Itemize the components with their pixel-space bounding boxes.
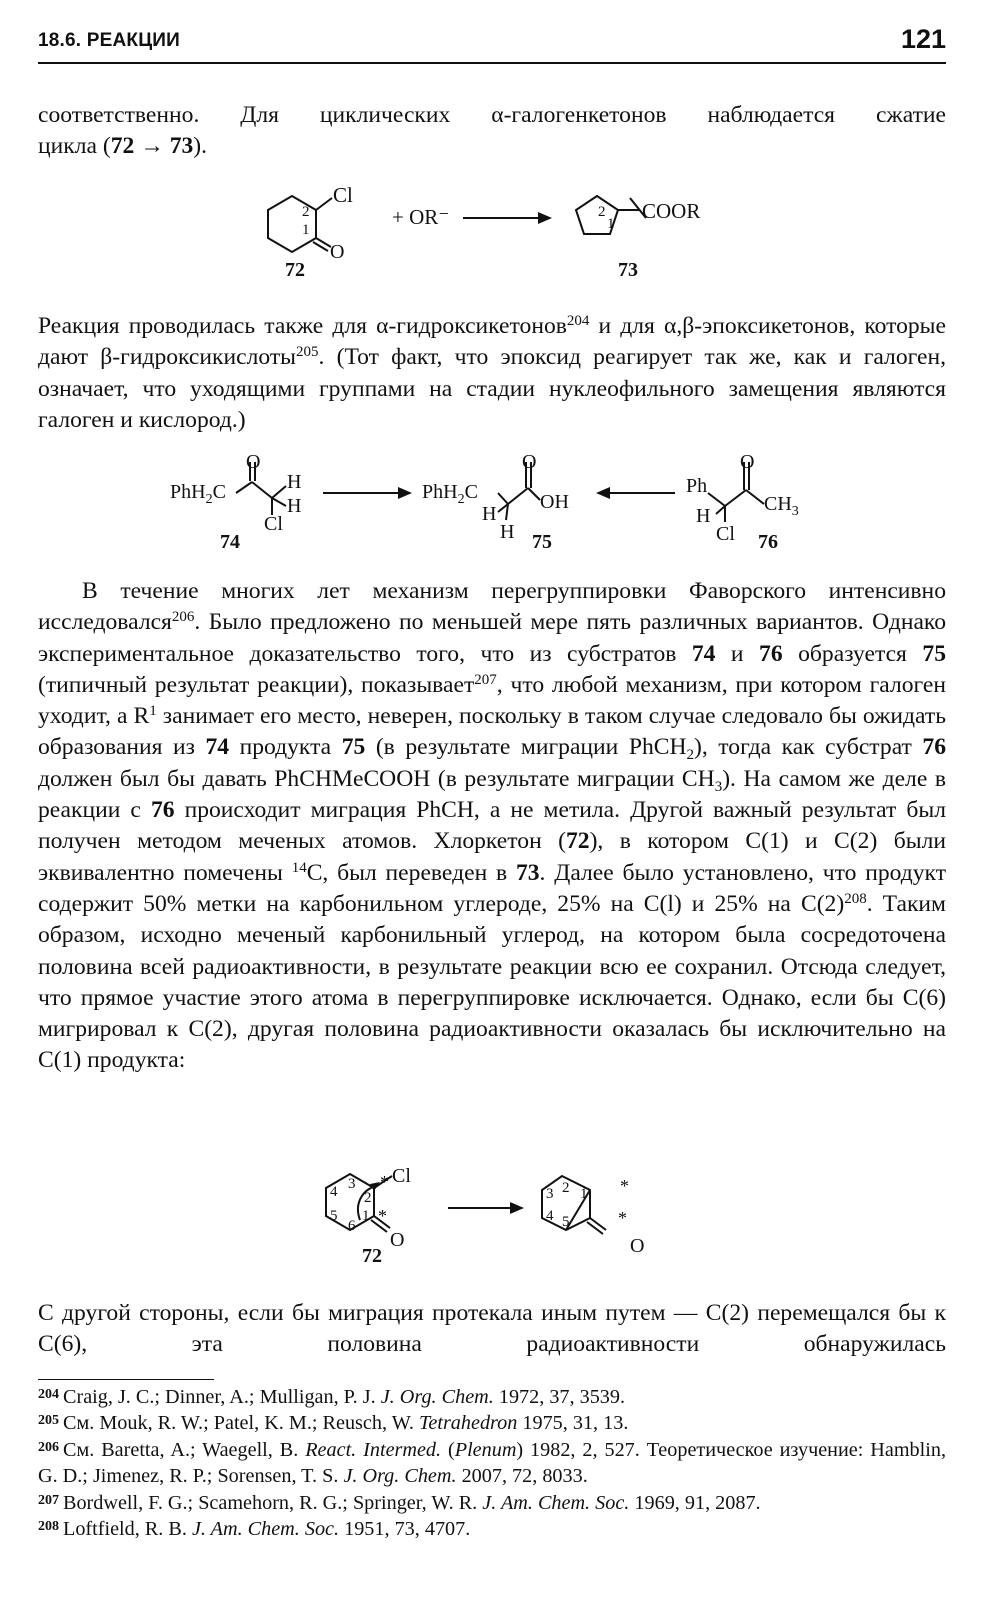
compound-ref: 76	[150, 797, 175, 824]
p3-text: В течение многих лет механизм перегруппировки Фаворского интенсивно исследовался	[38, 578, 946, 636]
svg-text:1: 1	[607, 216, 615, 232]
p3-text: ), в котором C(1) и C(2) были эквивалентно помечены	[38, 828, 946, 886]
svg-text:2: 2	[364, 1190, 372, 1206]
label-73: 73	[618, 259, 638, 281]
p3-text: продукта	[229, 734, 342, 761]
reaction-arrow-2	[398, 487, 412, 499]
svg-text:OH: OH	[540, 491, 569, 513]
paragraph-1	[38, 100, 946, 163]
svg-text:Cl: Cl	[392, 1165, 411, 1187]
svg-text:H: H	[482, 503, 497, 525]
paragraph-4	[38, 1298, 946, 1361]
running-header	[38, 22, 946, 64]
svg-text:O: O	[330, 241, 345, 263]
p2-text-a: Реакция проводилась также для α-гидроксикетонов	[38, 313, 567, 339]
p3-text: . Далее было установлено, что продукт содержит 50% метки на карбонильном углероде, 25% на C(l) и 25% на C(2)	[38, 859, 947, 917]
compound-ref: 75	[922, 640, 946, 667]
footnote-rule	[38, 1379, 214, 1380]
p3-text: происходит миграция PhCH, а не метила. Другой важный результат был получен методом меченых атомов. Хлоркетон (	[38, 797, 946, 855]
compound-ref: 76	[759, 640, 783, 667]
p3-text: и	[715, 640, 760, 667]
svg-text:Ph: Ph	[686, 475, 708, 497]
p1-compound-refs: 72 → 73	[110, 133, 194, 160]
p3-text: . Было предложено по меньшей мере пять различных вариантов. Однако экспериментальное доказательство того, что из субстратов	[38, 609, 946, 667]
compound-ref: 74	[205, 734, 230, 761]
p1-text-end: ).	[193, 133, 208, 160]
ref-206[interactable]: 206	[171, 609, 195, 626]
svg-text:O: O	[740, 451, 755, 473]
paragraph-3	[38, 576, 946, 1077]
p3-text: (в результате миграции PhCH	[365, 734, 687, 761]
p3-text: занимает его место, неверен, поскольку в таком случае следовало бы ожидать образования из	[38, 703, 946, 761]
reaction-arrow-1	[538, 212, 552, 224]
section-title: 18.6. РЕАКЦИИ	[38, 30, 180, 51]
svg-text:5: 5	[330, 1208, 338, 1224]
p2-text-c: . (Тот факт, что эпоксид реагирует так же, как и галоген, означает, что уходящими группами на стадии нуклеофильного замещения являются галоген и кислород.)	[38, 344, 946, 433]
p1-text: цикла (	[38, 133, 111, 160]
label-76: 76	[758, 531, 778, 553]
p3-text: , что любой механизм, при котором галоген уходит, а R	[38, 671, 946, 730]
p2-text-b: и для α,β-эпоксикетонов, которые дают β-гидроксикислоты	[38, 313, 946, 371]
label-75: 75	[532, 531, 552, 553]
svg-text:COOR: COOR	[642, 199, 701, 223]
p3-text: (типичный результат реакции), показывает	[38, 671, 475, 698]
svg-text:3: 3	[348, 1176, 356, 1192]
label-72: 72	[285, 259, 305, 281]
compound-ref: 76	[922, 734, 946, 761]
svg-text:2: 2	[302, 204, 310, 220]
svg-text:O: O	[246, 451, 261, 473]
label-72b: 72	[362, 1245, 382, 1267]
p3-text: C, был переведен в	[306, 859, 516, 886]
svg-text:1: 1	[580, 1186, 588, 1202]
svg-text:PhH2C: PhH$_2$C	[422, 481, 478, 507]
superscript: 1	[149, 703, 157, 720]
p3-text: образуется	[782, 640, 923, 667]
svg-text:*: *	[620, 1176, 629, 1196]
svg-text:O: O	[522, 451, 537, 473]
svg-text:O: O	[630, 1235, 645, 1257]
svg-text:4: 4	[330, 1184, 338, 1200]
ref-208[interactable]: 208	[844, 890, 867, 907]
svg-text:H: H	[287, 495, 302, 517]
svg-text:Cl: Cl	[716, 523, 735, 545]
compound-ref: 72	[565, 828, 590, 855]
svg-text:H: H	[287, 471, 302, 493]
ref-205[interactable]: 205	[296, 344, 319, 361]
svg-text:*: *	[618, 1208, 627, 1228]
compound-ref: 73	[515, 859, 540, 886]
scheme-72-to-73	[230, 178, 710, 288]
subscript: 2	[686, 747, 695, 764]
footnote-204: $^{204}$ Craig, J. C.; Dinner, A.; Mulligan, P. J. J. Org. Chem. 1972, 37, 3539.	[38, 1386, 626, 1408]
svg-text:3: 3	[546, 1186, 554, 1202]
p3-text: ). На самом же деле в реакции с	[38, 765, 946, 824]
compound-ref: 75	[341, 734, 366, 761]
compound-ref: 74	[691, 640, 716, 667]
reaction-arrow-3	[596, 487, 610, 499]
p4-text: С другой стороны, если бы миграция протекала иным путем — C(2) перемещался бы к C(6), эта половина радиоактивности обнаружилась	[38, 1300, 946, 1358]
footnote-205: $^{205}$ См. Mouk, R. W.; Patel, K. M.; Reusch, W. Tetrahedron 1975, 31, 13.	[38, 1412, 629, 1435]
label-74: 74	[220, 531, 240, 553]
svg-text:4: 4	[546, 1208, 554, 1224]
footnotes	[38, 1384, 946, 1542]
svg-text:+ OR⁻: + OR⁻	[392, 205, 450, 229]
superscript: 14	[291, 859, 307, 876]
svg-text:Cl: Cl	[264, 513, 283, 535]
subscript: 3	[714, 778, 723, 795]
scheme-74-75-76	[160, 448, 840, 558]
svg-text:O: O	[390, 1229, 405, 1251]
scheme-migration	[300, 1160, 680, 1272]
svg-text:1: 1	[302, 222, 310, 238]
footnote-208: $^{208}$ Loftfield, R. B. J. Am. Chem. Soc. 1951, 73, 4707.	[38, 1518, 471, 1541]
ref-204[interactable]: 204	[566, 313, 590, 329]
p3-text: . Таким образом, исходно меченый карбонильный углерод, на котором была сосредоточена половина всей радиоактивности, в результате реакции всю ее сохранил. Отсюда следует, что прямое участие этого атома в перегруппировке исключается. Однако, если бы C(6) мигрировал к C(2), другая половина радиоактивности оказалась бы исключительно на C(1) продукта:	[38, 890, 946, 1074]
ref-207[interactable]: 207	[474, 671, 497, 688]
svg-text:2: 2	[598, 204, 606, 220]
svg-text:Cl: Cl	[333, 183, 353, 207]
paragraph-2	[38, 311, 946, 436]
svg-text:H: H	[500, 521, 515, 543]
p1-line1: соответственно. Для циклических α-галогенкетонов наблюдается сжатие	[38, 102, 946, 128]
svg-text:H: H	[696, 505, 711, 527]
svg-text:CH3: $CH_3$	[764, 493, 799, 519]
svg-text:PhH2C: PhH$_2$C	[170, 481, 226, 507]
svg-text:6: 6	[348, 1218, 356, 1234]
svg-text:2: 2	[562, 1180, 570, 1196]
svg-text:5: 5	[562, 1214, 570, 1230]
svg-text:*: *	[378, 1206, 387, 1226]
svg-text:*: *	[380, 1172, 389, 1192]
p3-text: ), тогда как субстрат	[694, 734, 923, 761]
page-number: 121	[900, 24, 946, 54]
p3-text: должен был бы давать PhCHMeCOOH (в результате миграции CH	[38, 765, 715, 792]
reaction-arrow-4	[510, 1202, 524, 1214]
footnote-206: $^{206}$ См. Baretta, A.; Waegell, B. React. Intermed. (Plenum) 1982, 2, 527. Теоретическое изучение: Hamblin, G. D.; Jimenez, R. P.; Sorensen, T. S. J. Org. Chem. 2007, 72, 8033.	[38, 1438, 946, 1488]
svg-text:1: 1	[362, 1208, 370, 1224]
footnote-207: $^{207}$ Bordwell, F. G.; Scamehorn, R. G.; Springer, W. R. J. Am. Chem. Soc. 1969, 91, 2087.	[38, 1491, 761, 1514]
